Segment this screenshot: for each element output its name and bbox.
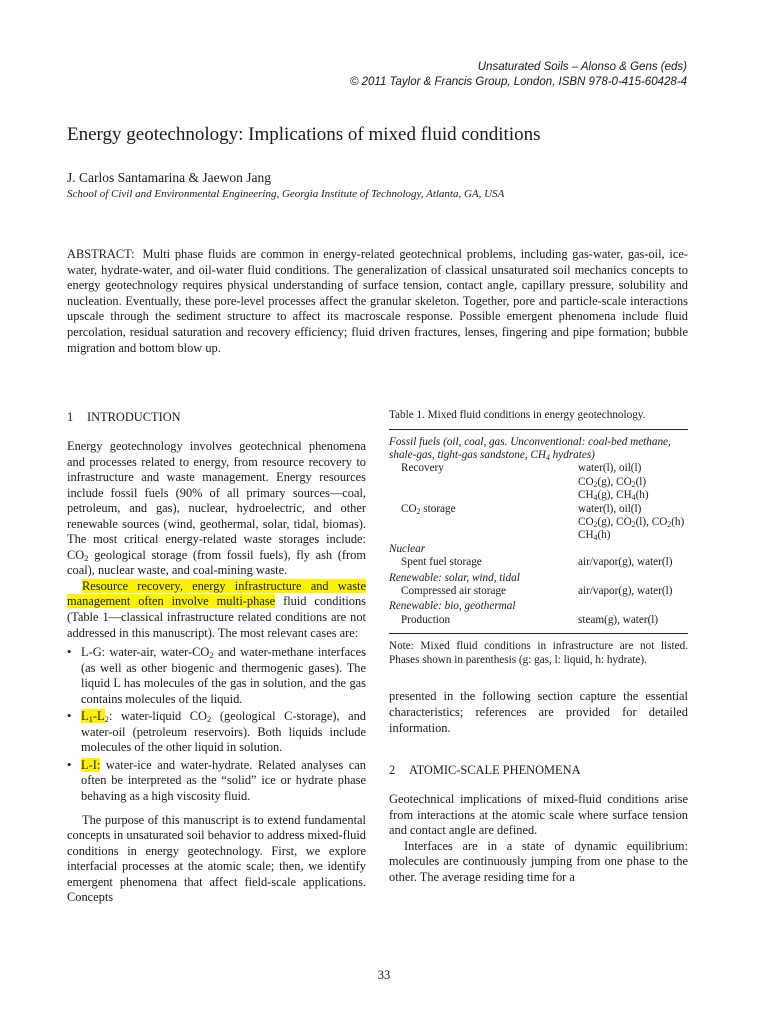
bullet-icon: • (67, 757, 72, 772)
phase-line: $CH_4(h)$ (578, 529, 611, 543)
case-list (67, 645, 366, 804)
dash: - (92, 709, 98, 724)
list-item-text-b: (geological C-storage), and water-oil (petroleum reservoirs). Both liquids include molecules of the other liquid in solution. (81, 709, 366, 755)
table-row (389, 503, 688, 543)
intro-paragraph-3: The purpose of this manuscript is to extend fundamental concepts in unsaturated soil behavior to address mixed-fluid conditions in energy geotechnology. First, we explore interfacial processes at the atomic scale; then, we identify emergent phenomena that affect field-scale applications. Concepts (67, 812, 366, 905)
section-1-heading (67, 409, 366, 425)
abstract (67, 247, 688, 356)
list-item (67, 758, 366, 805)
intro-paragraph-2 (67, 579, 366, 641)
intro-p2-text: fluid conditions (Table 1—classical infrastructure related conditions are not addressed in this manuscript). The most relevant cases are: (67, 594, 366, 640)
publication-line-1: Unsaturated Soils – Alonso & Gens (eds) (477, 61, 687, 73)
phase-line: water(l), oil(l) (578, 462, 642, 475)
table-category: Renewable: bio, geothermal (389, 600, 516, 613)
abstract-text: Multi phase fluids are common in energy-related geotechnical problems, including gas-water, gas-oil, ice-water, hydrate-water, and oil-water fluid conditions. The generalization of classical unsaturated soil mechanics concepts to energy geotechnology requires physical understanding of surface tension, contact angle, capillary pressure, solubility and nucleation. Eventually, these pore-level processes affect the granular skeleton. Together, pore and particle-scale interactions upscale through the sediment structure to affect its macroscale response. Possible emergent phenomena include fluid percolation, residual saturation and recovery efficiency; fluid driven fractures, lenses, fingering and pipe formation; bubble migration and bottom blow up. (67, 247, 688, 355)
l-symbol: L (97, 709, 105, 724)
highlighted-text: Resource recovery, energy infrastructure and waste management often involve multi-phase (67, 578, 366, 609)
subscript: 1 (88, 714, 93, 725)
paper-title: Energy geotechnology: Implications of mixed fluid conditions (67, 124, 541, 145)
intro-paragraph-1 (67, 439, 366, 579)
section-2-title: ATOMIC-SCALE PHENOMENA (409, 763, 581, 778)
highlighted-text: L-I: (81, 757, 101, 772)
subscript: 2 (84, 552, 89, 563)
phase-line: $CO_2(g)$, $CO_2(l)$, $CO_2(h)$ (578, 516, 685, 530)
table-category-text: Fossil fuels (oil, coal, gas. Unconventional: coal-bed methane, shale-gas, tight-gas sandstone, CH (389, 435, 671, 461)
section-2-paragraph-1: Geotechnical implications of mixed-fluid conditions arise from interactions at the atomic scale where surface tension and contact angle are defined. (389, 792, 688, 838)
section-1-title: INTRODUCTION (87, 410, 181, 424)
list-item-text-b: and water-methane interfaces (as well as other biogenic and thermogenic gases). The liquid L has molecules of the gas in solution, and the gas contains molecules of the liquid. (81, 645, 366, 706)
subscript: 2 (209, 650, 214, 661)
table-cell-phases (578, 503, 688, 543)
section-1-number: 1 (67, 410, 74, 424)
subscript: 2 (104, 714, 109, 725)
table-caption: Table 1. Mixed fluid conditions in energy geotechnology. (389, 409, 646, 421)
intro-p1-text-a: Energy geotechnology involves geotechnical phenomena and processes related to energy, from resource recovery to infrastructure and waste management. Energy resources include fossil fuels (90% of all primary sources—coal, petroleum, and gas), nuclear, hydroelectric, and other renewable sources (wind, geothermal, solar, tidal, biomas). The most critical energy-related waste storages include: CO (67, 439, 366, 562)
section-2-number: 2 (389, 763, 396, 778)
table-row (389, 585, 688, 598)
phase-line: water(l), oil(l) (578, 502, 642, 515)
left-column (67, 409, 366, 906)
table-cell-condition: Production (401, 613, 451, 626)
subscript: 2 (207, 714, 212, 725)
paper-affiliation: School of Civil and Environmental Engineering, Georgia Institute of Technology, Atlanta, GA, USA (67, 188, 505, 200)
section-2-heading (389, 762, 688, 778)
table-bottom-rule (389, 633, 688, 634)
list-item (67, 709, 366, 756)
paper-authors: J. Carlos Santamarina & Jaewon Jang (67, 170, 271, 185)
publication-line-2: © 2011 Taylor & Francis Group, London, ISBN 978-0-415-60428-4 (349, 76, 687, 88)
table-row (389, 614, 688, 627)
table-cell-phases (578, 462, 688, 502)
phase-line: $CO_2(g)$, $CO_2(l)$ (578, 475, 647, 489)
table-note: Note: Mixed fluid conditions in infrastructure are not listed. Phases shown in parenthesis (g: gas, l: liquid, h: hydrate). (389, 640, 688, 666)
l-symbol: L (81, 709, 89, 724)
abstract-label: ABSTRACT: (67, 247, 135, 261)
subscript: 4 (545, 453, 550, 462)
table-cell-condition: Compressed air storage (401, 585, 507, 598)
list-item-text-a: : water-liquid CO (108, 709, 208, 724)
list-item-text-a: L-G: water-air, water-CO (81, 645, 210, 660)
table-category (389, 436, 688, 463)
table-cell-condition: Spent fuel storage (401, 556, 482, 569)
table-category-text-end: hydrates) (549, 449, 595, 461)
table-category: Nuclear (389, 542, 426, 555)
highlighted-text (81, 709, 105, 723)
table-cell-condition: $CO_2$ storage (401, 502, 456, 516)
bullet-icon: • (67, 645, 72, 660)
intro-p1-text-b: geological storage (from fossil fuels), fly ash (from coal), nuclear waste, and coal-mining waste. (67, 547, 366, 578)
continued-paragraph: presented in the following section capture the essential characteristics; references are provided for detailed information. (389, 689, 688, 735)
table-row (389, 462, 688, 502)
table-1 (389, 430, 688, 628)
table-cell-phases: air/vapor(g), water(l) (578, 556, 673, 569)
table-category: Renewable: solar, wind, tidal (389, 571, 520, 584)
table-cell-condition: Recovery (401, 462, 444, 475)
list-item-text: water-ice and water-hydrate. Related analyses can often be interpreted as the “solid” ice or hydrate phase behaving as a high viscosity fluid. (81, 757, 366, 804)
publication-info (350, 60, 687, 90)
bullet-icon: • (67, 709, 72, 724)
page-number: 33 (377, 968, 391, 982)
section-2-paragraph-2: Interfaces are in a state of dynamic equilibrium: molecules are continuously jumping from one phase to the other. The average residing time for a (389, 838, 688, 884)
table-row (389, 556, 688, 569)
table-cell-phases: steam(g), water(l) (578, 613, 659, 626)
list-item (67, 645, 366, 707)
phase-line: $CH_4(g)$, $CH_4(h)$ (578, 489, 649, 503)
right-column (389, 409, 688, 885)
table-cell-phases: air/vapor(g), water(l) (578, 585, 673, 598)
